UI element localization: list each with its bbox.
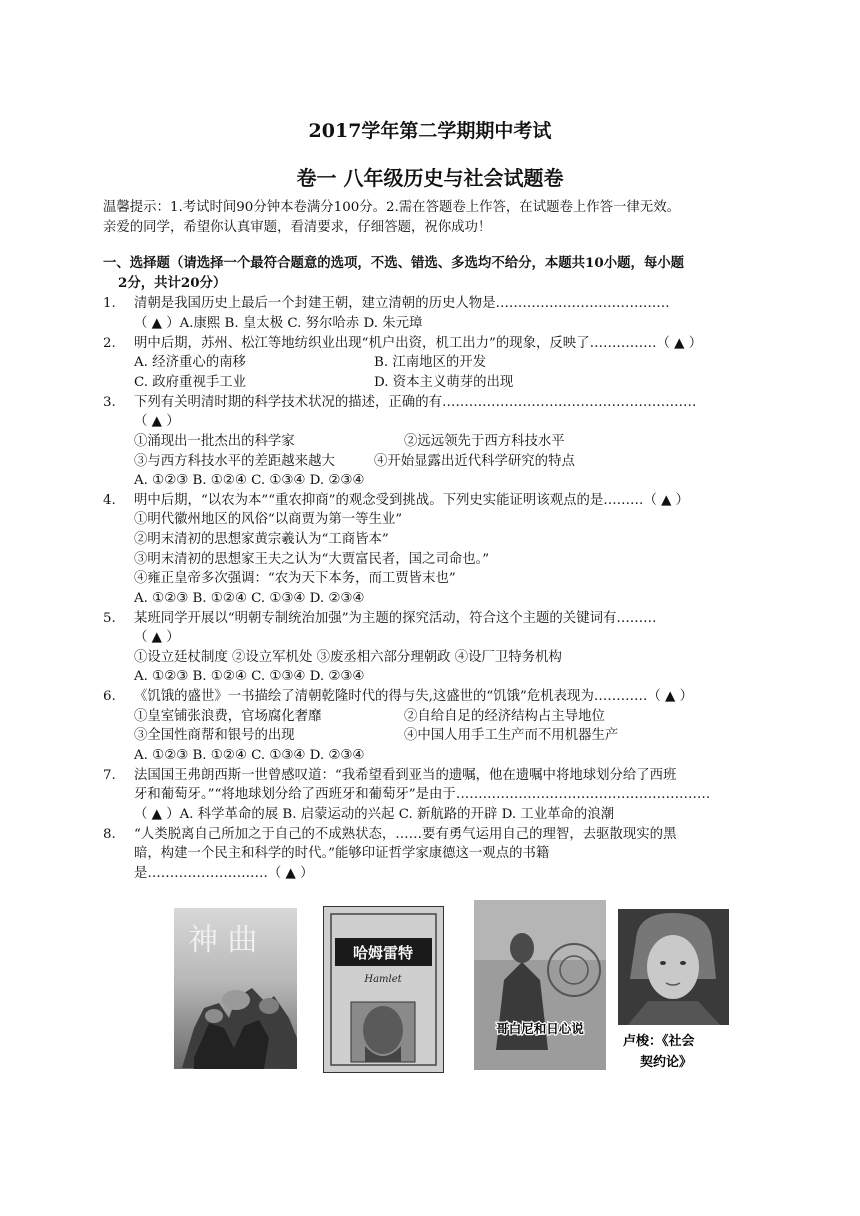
q7-options: （ ▲ ）A. 科学革命的展 B. 启蒙运动的兴起 C. 新航路的开辟 D. 工业革命的浪潮 [134,807,615,822]
q8-stem-cont: 暗，构建一个民主和科学的时代。”能够印证哲学家康德这一观点的书籍 [134,846,550,861]
q7-number: 7. [103,768,116,783]
section-heading-cont: 2分，共计20分） [118,275,227,291]
q4-number: 4. [103,493,116,508]
q5-stem: 某班同学开展以“明朝专制统治加强”为主题的探究活动，符合这个主题的关键词有……… [134,611,657,626]
q3-answer-mark: （ ▲ ） [134,414,180,429]
q7-stem: 法国国王弗朗西斯一世曾感叹道：“我希望看到亚当的遗嘱，他在遗嘱中将地球划分给了西班 [134,768,677,783]
q3-options: A. ①②③ B. ①②④ C. ①③④ D. ②③④ [134,473,365,488]
q4-stem: 明中后期，“以农为本”“重农抑商”的观念受到挑战。下列史实能证明该观点的是………（ ▲ ） [134,493,690,508]
q3-statement-4: ④开始显露出近代科学研究的特点 [374,454,575,469]
q6-number: 6. [103,689,116,704]
q3-statement-2: ②远远领先于西方科技水平 [404,434,565,449]
copernicus-caption: 哥白尼和日心说 [496,1021,584,1036]
copernicus-image [474,900,606,1070]
page-subtitle: 卷一 八年级历史与社会试题卷 [296,166,564,190]
q2-stem: 明中后期，苏州、松江等地纺织业出现“机户出资，机工出力”的现象，反映了……………（ ▲ ） [134,336,703,351]
q5-answer-mark: （ ▲ ） [134,630,180,645]
q5-number: 5. [103,611,116,626]
q8-stem-end: 是………………………（ ▲ ） [134,866,314,881]
divine-comedy-book-image [174,908,297,1069]
q2-number: 2. [103,336,116,351]
q6-stem: 《饥饿的盛世》一书描绘了清朝乾隆时代的得与失,这盛世的“饥饿”危机表现为…………（ ▲ ） [134,689,693,704]
q3-statement-1: ①涌现出一批杰出的科学家 [134,434,295,449]
q8-stem: “人类脱离自己所加之于自己的不成熟状态，……要有勇气运用自己的理智，去驱散现实的黑 [134,827,677,842]
section-heading: 一、选择题（请选择一个最符合题意的选项，不选、错选、多选均不给分，本题共10小题，每小题 [103,255,685,271]
q2-option-d: D. 资本主义萌芽的出现 [374,375,514,390]
rousseau-caption-line-2: 契约论》 [640,1055,693,1070]
q6-options: A. ①②③ B. ①②④ C. ①③④ D. ②③④ [134,748,365,763]
hamlet-title: 哈姆雷特 [352,944,414,962]
q6-statement-3: ③全国性商帮和银号的出现 [134,728,295,743]
q1-stem: 清朝是我国历史上最后一个封建王朝，建立清朝的历史人物是………………………………… [134,296,670,311]
q4-statement-3: ③明末清初的思想家王夫之认为“大贾富民者，国之司命也。” [134,552,490,567]
q1-number: 1. [103,296,116,311]
q4-options: A. ①②③ B. ①②④ C. ①③④ D. ②③④ [134,591,365,606]
q6-statement-2: ②自给自足的经济结构占主导地位 [404,709,605,724]
q3-number: 3. [103,395,116,410]
divine-comedy-title: 神 曲 [188,923,258,958]
q5-statements: ①设立廷杖制度 ②设立军机处 ③废丞相六部分理朝政 ④设厂卫特务机构 [134,650,562,665]
page-title: 2017学年第二学期期中考试 [308,120,552,142]
q3-stem: 下列有关明清时期的科学技术状况的描述，正确的有………………………………………………… [134,395,697,410]
notice-line-2: 亲爱的同学，希望你认真审题，看清要求，仔细答题，祝你成功！ [103,220,492,235]
rousseau-portrait-image [618,909,729,1073]
q2-option-a: A. 经济重心的南移 [134,355,246,370]
q2-option-c: C. 政府重视手工业 [134,375,247,390]
q4-statement-4: ④雍正皇帝多次强调：“农为天下本务，而工贾皆末也” [134,571,456,586]
q3-statement-3: ③与西方科技水平的差距越来越大 [134,454,335,469]
q6-statement-1: ①皇室铺张浪费，官场腐化奢靡 [134,709,322,724]
q4-statement-1: ①明代徽州地区的风俗“以商贾为第一等生业” [134,512,403,527]
q4-statement-2: ②明末清初的思想家黄宗羲认为“工商皆本” [134,532,389,547]
q2-option-b: B. 江南地区的开发 [374,355,487,370]
hamlet-book-image [323,906,444,1073]
q7-stem-cont: 牙和葡萄牙。”“将地球划分给了西班牙和葡萄牙”是由于………………………………………………… [134,787,711,802]
q8-number: 8. [103,827,116,842]
hamlet-subtitle: Hamlet [364,974,402,985]
q5-options: A. ①②③ B. ①②④ C. ①③④ D. ②③④ [134,669,365,684]
q6-statement-4: ④中国人用手工生产而不用机器生产 [404,728,619,743]
q1-options: （ ▲ ）A.康熙 B. 皇太极 C. 努尔哈赤 D. 朱元璋 [134,316,423,331]
notice-line-1: 温馨提示：1.考试时间90分钟本卷满分100分。2.需在答题卷上作答，在试题卷上作答一律无效。 [103,200,680,215]
rousseau-caption-line-1: 卢梭：《社会 [623,1034,695,1049]
